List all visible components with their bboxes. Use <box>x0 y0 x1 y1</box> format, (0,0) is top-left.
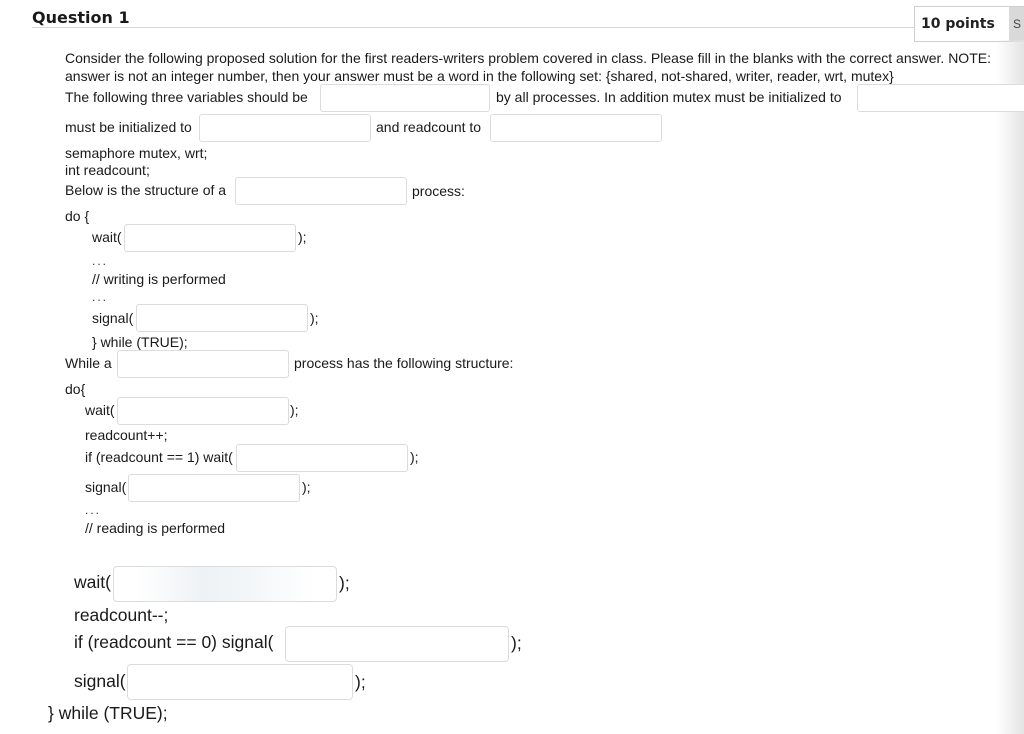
points-label: 10 points <box>921 16 995 32</box>
structure-intro-prefix: Below is the structure of a <box>65 182 227 198</box>
readcount-decrement: readcount--; <box>74 605 169 625</box>
readcount-declaration: int readcount; <box>65 162 150 178</box>
reader-intro-suffix: process has the following structure: <box>294 355 514 371</box>
structure-intro-suffix: process: <box>412 183 465 199</box>
reader-signal-input-1[interactable] <box>128 474 300 502</box>
semaphore-declaration: semaphore mutex, wrt; <box>65 145 208 161</box>
intro-line-3a: The following three variables should be <box>65 89 308 105</box>
reader-signal-label-1: signal( <box>85 479 127 495</box>
writer-wait-label: wait( <box>92 229 122 245</box>
reader-intro-prefix: While a <box>65 355 112 371</box>
reader-if-wait-close: ); <box>410 449 419 465</box>
header-divider <box>32 27 916 28</box>
reader-wait-close-2: ); <box>339 573 350 593</box>
intro-line-4a: must be initialized to <box>65 119 192 135</box>
reader-if-signal-close: ); <box>511 633 522 653</box>
structure-type-input[interactable] <box>235 177 407 205</box>
reader-do-open: do{ <box>65 381 86 397</box>
writer-signal-close: ); <box>310 310 319 326</box>
save-button[interactable] <box>1009 7 1024 42</box>
intro-line-4b: and readcount to <box>376 119 482 135</box>
reader-if-signal-input[interactable] <box>285 626 509 662</box>
reader-if-wait-input[interactable] <box>236 444 408 472</box>
reader-if-wait-label: if (readcount == 1) wait( <box>85 449 233 465</box>
writer-ellipsis-2: ... <box>92 290 109 304</box>
writer-do-open: do { <box>65 208 90 224</box>
mutex-init-input[interactable] <box>857 84 1024 112</box>
right-edge-shadow <box>996 40 1024 734</box>
reader-signal-label-2: signal( <box>74 671 126 691</box>
intro-line-3b: by all processes. In addition mutex must be initialized to <box>496 89 842 105</box>
reader-wait-label-1: wait( <box>85 402 115 418</box>
writer-ellipsis-1: ... <box>92 254 109 268</box>
reader-while: } while (TRUE); <box>48 703 168 723</box>
readcount-increment: readcount++; <box>85 427 168 443</box>
wrt-init-input[interactable] <box>199 114 371 142</box>
writer-signal-label: signal( <box>92 310 134 326</box>
intro-line-1: Consider the following proposed solution for the first readers-writers problem covered in class. Please fill in the blanks with the correct answer. NOTE: <box>65 50 991 66</box>
writer-signal-input[interactable] <box>136 304 308 332</box>
reader-signal-close-2: ); <box>355 672 366 692</box>
reader-wait-input-1[interactable] <box>117 397 289 425</box>
writer-while: } while (TRUE); <box>92 334 188 350</box>
intro-line-2: answer is not an integer number, then your answer must be a word in the following set: {shared, not-shared, writer, reader, wrt, mutex} <box>65 68 894 84</box>
reader-signal-close-1: ); <box>302 479 311 495</box>
save-button-label: S <box>1013 17 1022 31</box>
shared-answer-input[interactable] <box>320 84 490 112</box>
reader-wait-input-2[interactable] <box>113 566 337 602</box>
reader-if-signal-label: if (readcount == 0) signal( <box>74 632 274 652</box>
reader-signal-input-2[interactable] <box>127 664 353 700</box>
question-title: Question 1 <box>32 8 130 27</box>
reader-ellipsis: ... <box>85 503 102 517</box>
reader-wait-close-1: ); <box>290 402 299 418</box>
points-badge <box>914 6 1024 42</box>
writer-wait-close: ); <box>298 229 307 245</box>
writer-comment: // writing is performed <box>92 271 226 287</box>
reader-comment: // reading is performed <box>85 520 226 536</box>
writer-wait-input[interactable] <box>124 224 296 252</box>
reader-wait-label-2: wait( <box>74 572 111 592</box>
readcount-init-input[interactable] <box>490 114 662 142</box>
reader-type-input[interactable] <box>117 350 289 378</box>
